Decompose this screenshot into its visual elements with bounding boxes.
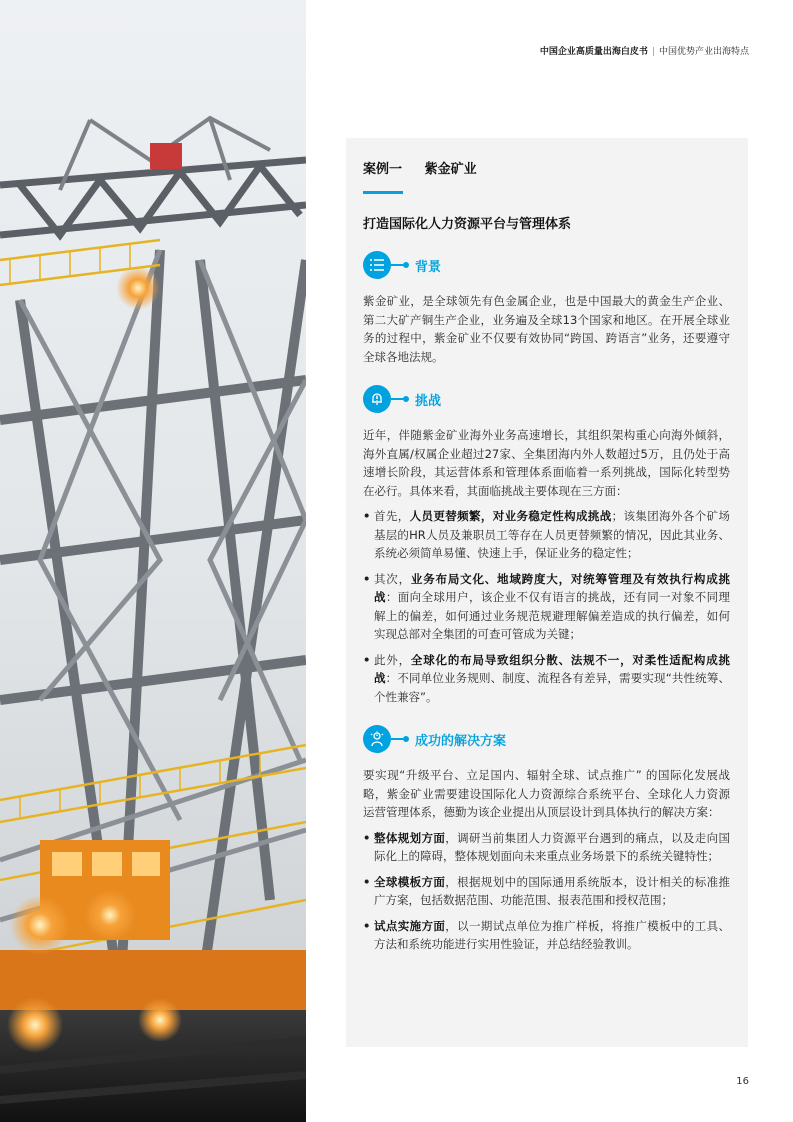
solution-paragraph: 要实现“升级平台、立足国内、辐射全球、试点推广” 的国际化发展战略，紫金矿业需要建设国际化人力资源综合系统平台、全球化人力资源运营管理体系，德勤为该企业提出从顶层设计到具体执行的解决方案： <box>363 768 730 819</box>
list-item: • 其次，业务布局文化、地域跨度大，对统筹管理及有效执行构成挑战：面向全球用户，该企业不仅有语言的挑战，还有同一对象不同理解上的偏差，如何通过业务规范规避理解偏差造成的执行偏差，如何实现总部对全集团的可查可管成为关键； <box>363 570 730 644</box>
section-label: 背景 <box>415 259 442 275</box>
mining-excavator-photo <box>0 0 306 1122</box>
running-header <box>320 44 749 57</box>
section-solution-heading <box>363 724 730 754</box>
case-study-card <box>346 138 748 1047</box>
page-number: 16 <box>736 1076 749 1087</box>
list-item: • 全球模板方面，根据规划中的国际通用系统版本，设计相关的标准推广方案，包括数据范围、功能范围、报表范围和授权范围； <box>363 873 730 910</box>
list-item: • 试点实施方面，以一期试点单位为推广样板，将推广模板中的工具、方法和系统功能进行实用性验证，并总结经验教训。 <box>363 917 730 954</box>
list-item: • 首先，人员更替频繁，对业务稳定性构成挑战；该集团海外各个矿场基层的HR人员及兼职员工等存在人员更替频繁的情况，因此其业务、系统必须简单易懂、快速上手，保证业务的稳定性； <box>363 507 730 563</box>
section-label: 挑战 <box>415 393 442 409</box>
header-separator: | <box>651 47 655 57</box>
header-doc-title: 中国企业高质量出海白皮书 <box>539 47 648 57</box>
lightbulb-person-icon <box>363 725 391 753</box>
challenge-list <box>363 507 730 706</box>
section-background-heading <box>363 250 730 280</box>
case-title: 案例一 紫金矿业 <box>363 162 477 177</box>
title-accent-bar <box>363 191 403 194</box>
list-item: • 整体规划方面，调研当前集团人力资源平台遇到的痛点，以及走向国际化上的障碍，整体规划面向未来重点业务场景下的系统关键特性； <box>363 829 730 866</box>
header-chapter: 中国优势产业出海特点 <box>658 47 749 57</box>
section-label: 成功的解决方案 <box>415 733 507 749</box>
case-subtitle: 打造国际化人力资源平台与管理体系 <box>363 217 572 232</box>
solution-list <box>363 829 730 954</box>
challenge-paragraph: 近年，伴随紫金矿业海外业务高速增长，其组织架构重心向海外倾斜，海外直属/权属企业超过27家、全集团海内外人数超过5万，且仍处于高速增长阶段，其运营体系和管理体系面临着一系列挑战，国际化转型势在必行。具体来看，其面临挑战主要体现在三方面： <box>363 428 730 498</box>
alert-bell-icon <box>363 385 391 413</box>
background-paragraph: 紫金矿业，是全球领先有色金属企业，也是中国最大的黄金生产企业、第二大矿产铜生产企业，业务遍及全球13个国家和地区。在开展全球业务的过程中，紫金矿业不仅要有效协同“跨国、跨语言”业务，还要遵守全球各地法规。 <box>363 294 730 364</box>
section-challenge-heading <box>363 384 730 414</box>
list-icon <box>363 251 391 279</box>
list-item: • 此外，全球化的布局导致组织分散、法规不一，对柔性适配构成挑战：不同单位业务规则、制度、流程各有差异，需要实现“共性统筹、个性兼容”。 <box>363 651 730 707</box>
